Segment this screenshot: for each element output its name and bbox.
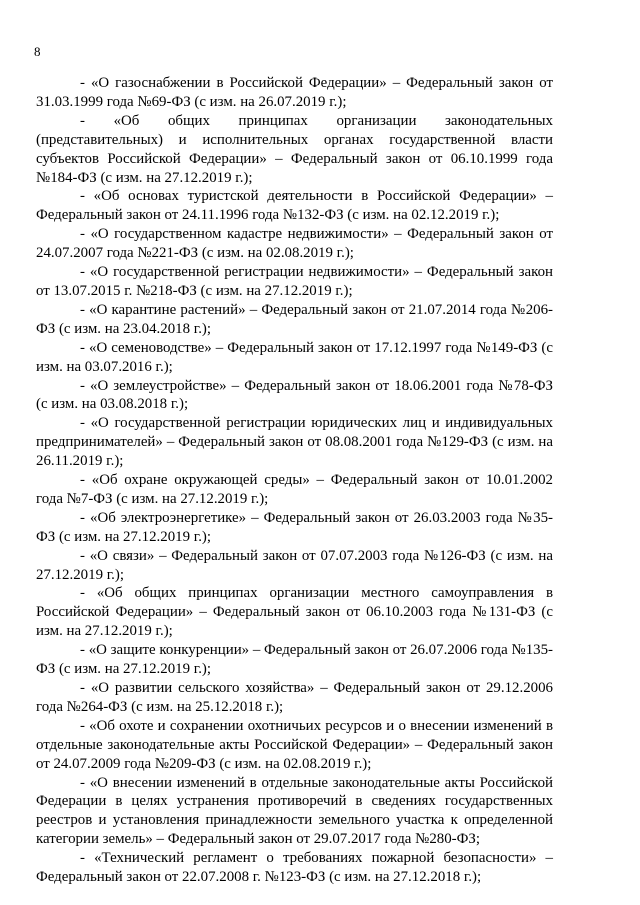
law-list-item: - «О связи» – Федеральный закон от 07.07.2003 года №126-ФЗ (с изм. на 27.12.2019 г.); (36, 547, 553, 583)
law-list-item: - «О государственной регистрации недвижимости» – Федеральный закон от 13.07.2015 г. №218-ФЗ (с изм. на 27.12.2019 г.); (36, 264, 553, 299)
law-list-item: - «Об охоте и сохранении охотничьих ресурсов и о внесении изменений в отдельные законодательные акты Российской Федерации» – Федеральный закон от 24.07.2009 года №209-ФЗ (с изм. на 02.08.2019 г.); (36, 717, 553, 772)
law-list-item: - «О внесении изменений в отдельные законодательные акты Российской Федерации в целях устранения противоречий в сведениях государственных реестров и установления принадлежности земельного участка к определенной категории земель» – Федеральный закон от 29.07.2017 года №280-ФЗ; (36, 774, 553, 848)
law-list-item: - «Об общих принципах организации законодательных (представительных) и исполнительных органах государственной власти субъектов Российской Федерации» – Федеральный закон от 06.10.1999 года №184-ФЗ (с изм. на 27.12.2019 г.); (36, 112, 553, 186)
law-list-item: - «О землеустройстве» – Федеральный закон от 18.06.2001 года №78-ФЗ (с изм. на 03.08.2018 г.); (36, 377, 553, 413)
law-list-item: - «Об основах туристской деятельности в Российской Федерации» – Федеральный закон от 24.11.1996 года №132-ФЗ (с изм. на 02.12.2019 г.); (36, 188, 553, 224)
law-list-item: - «О карантине растений» – Федеральный закон от 21.07.2014 года №206-ФЗ (с изм. на 23.04.2018 г.); (36, 301, 553, 337)
law-list-item: - «О развитии сельского хозяйства» – Федеральный закон от 29.12.2006 года №264-ФЗ (с изм. на 25.12.2018 г.); (36, 680, 553, 715)
law-list-item: - «О государственном кадастре недвижимости» – Федеральный закон от 24.07.2007 года №221-ФЗ (с изм. на 02.08.2019 г.); (36, 226, 553, 262)
page-number: 8 (34, 44, 41, 59)
law-list-item: - «Об охране окружающей среды» – Федеральный закон от 10.01.2002 года №7-ФЗ (с изм. на 27.12.2019 г.); (36, 472, 553, 507)
law-list-item: - «О защите конкуренции» – Федеральный закон от 26.07.2006 года №135-ФЗ (с изм. на 27.12.2019 г.); (36, 642, 553, 678)
law-list (36, 74, 553, 887)
law-list-item: - «О государственной регистрации юридических лиц и индивидуальных предпринимателей» – Федеральный закон от 08.08.2001 года №129-ФЗ (с изм. на 26.11.2019 г.); (36, 415, 553, 470)
law-list-item: - «О газоснабжении в Российской Федерации» – Федеральный закон от 31.03.1999 года №69-ФЗ (с изм. на 26.07.2019 г.); (36, 75, 553, 110)
law-list-item: - «Об общих принципах организации местного самоуправления в Российской Федерации» – Федеральный закон от 06.10.2003 года №131-ФЗ (с изм. на 27.12.2019 г.); (36, 585, 553, 640)
law-list-item: - «Технический регламент о требованиях пожарной безопасности» – Федеральный закон от 22.07.2008 г. №123-ФЗ (с изм. на 27.12.2018 г.); (36, 850, 553, 886)
law-list-item: - «Об электроэнергетике» – Федеральный закон от 26.03.2003 года №35-ФЗ (с изм. на 27.12.2019 г.); (36, 509, 553, 545)
law-list-item: - «О семеноводстве» – Федеральный закон от 17.12.1997 года №149-ФЗ (с изм. на 03.07.2016 г.); (36, 339, 553, 375)
